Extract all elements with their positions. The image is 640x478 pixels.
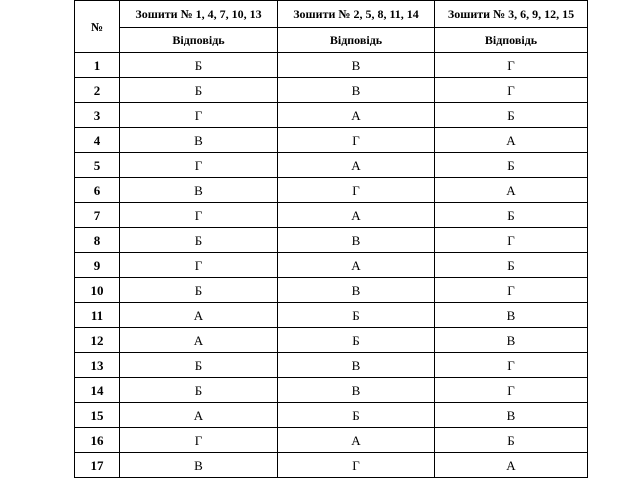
answer-cell: В: [435, 403, 588, 428]
answer-cell: Г: [435, 78, 588, 103]
booklet-group-header-1: Зошити № 1, 4, 7, 10, 13: [120, 1, 278, 28]
table-row: [75, 153, 588, 178]
answer-cell: А: [278, 253, 435, 278]
question-number: 15: [75, 403, 120, 428]
subheader-row: [75, 28, 588, 53]
question-number: 13: [75, 353, 120, 378]
answer-cell: Б: [120, 53, 278, 78]
table-row: [75, 78, 588, 103]
answer-cell: Г: [120, 428, 278, 453]
answer-cell: Г: [435, 278, 588, 303]
answer-cell: В: [278, 378, 435, 403]
header-row: [75, 1, 588, 28]
answer-cell: Б: [435, 428, 588, 453]
answer-cell: В: [120, 128, 278, 153]
answer-cell: В: [120, 453, 278, 478]
question-number: 2: [75, 78, 120, 103]
table-row: [75, 303, 588, 328]
question-number: 7: [75, 203, 120, 228]
table-row: [75, 428, 588, 453]
answer-cell: Г: [278, 453, 435, 478]
answer-cell: А: [435, 178, 588, 203]
question-number: 3: [75, 103, 120, 128]
table-row: [75, 453, 588, 478]
booklet-group-header-2: Зошити № 2, 5, 8, 11, 14: [278, 1, 435, 28]
answer-subheader: Відповідь: [278, 28, 435, 53]
answer-cell: Г: [435, 228, 588, 253]
question-number: 16: [75, 428, 120, 453]
answer-cell: В: [278, 53, 435, 78]
table-row: [75, 228, 588, 253]
question-number: 6: [75, 178, 120, 203]
question-number: 1: [75, 53, 120, 78]
question-number: 14: [75, 378, 120, 403]
answer-cell: Б: [435, 103, 588, 128]
answer-cell: Г: [278, 178, 435, 203]
question-number: 9: [75, 253, 120, 278]
answer-cell: Г: [120, 253, 278, 278]
answer-subheader: Відповідь: [435, 28, 588, 53]
table-row: [75, 403, 588, 428]
answer-cell: Б: [120, 353, 278, 378]
answer-key-table: [74, 0, 588, 478]
answer-cell: А: [120, 403, 278, 428]
answer-cell: Г: [120, 103, 278, 128]
number-column-header: №: [75, 1, 120, 53]
answer-cell: Г: [435, 53, 588, 78]
answer-cell: В: [435, 303, 588, 328]
table-row: [75, 278, 588, 303]
answer-cell: Б: [120, 378, 278, 403]
answer-cell: А: [435, 453, 588, 478]
answer-cell: В: [278, 228, 435, 253]
answer-cell: Б: [278, 303, 435, 328]
table-row: [75, 328, 588, 353]
answer-cell: А: [120, 328, 278, 353]
table-row: [75, 203, 588, 228]
answer-cell: А: [278, 103, 435, 128]
table-row: [75, 103, 588, 128]
answer-cell: Б: [435, 153, 588, 178]
answer-cell: В: [278, 353, 435, 378]
answer-cell: А: [120, 303, 278, 328]
answer-cell: Г: [278, 128, 435, 153]
answer-cell: Б: [120, 278, 278, 303]
answer-cell: Б: [120, 228, 278, 253]
question-number: 8: [75, 228, 120, 253]
answer-cell: А: [435, 128, 588, 153]
table-row: [75, 178, 588, 203]
answer-cell: Б: [120, 78, 278, 103]
answer-subheader: Відповідь: [120, 28, 278, 53]
answer-cell: А: [278, 203, 435, 228]
table-row: [75, 53, 588, 78]
table-row: [75, 253, 588, 278]
question-number: 12: [75, 328, 120, 353]
answer-cell: Г: [435, 378, 588, 403]
answer-cell: Б: [435, 203, 588, 228]
answer-cell: Б: [278, 403, 435, 428]
answer-cell: В: [278, 78, 435, 103]
table-row: [75, 378, 588, 403]
table-row: [75, 128, 588, 153]
answer-cell: Б: [278, 328, 435, 353]
answer-cell: В: [435, 328, 588, 353]
answer-cell: А: [278, 428, 435, 453]
answer-cell: Г: [435, 353, 588, 378]
question-number: 17: [75, 453, 120, 478]
question-number: 5: [75, 153, 120, 178]
question-number: 4: [75, 128, 120, 153]
answer-cell: Г: [120, 203, 278, 228]
question-number: 10: [75, 278, 120, 303]
answer-cell: Б: [435, 253, 588, 278]
answer-cell: В: [278, 278, 435, 303]
answer-cell: В: [120, 178, 278, 203]
question-number: 11: [75, 303, 120, 328]
answer-cell: А: [278, 153, 435, 178]
answer-cell: Г: [120, 153, 278, 178]
table-row: [75, 353, 588, 378]
booklet-group-header-3: Зошити № 3, 6, 9, 12, 15: [435, 1, 588, 28]
